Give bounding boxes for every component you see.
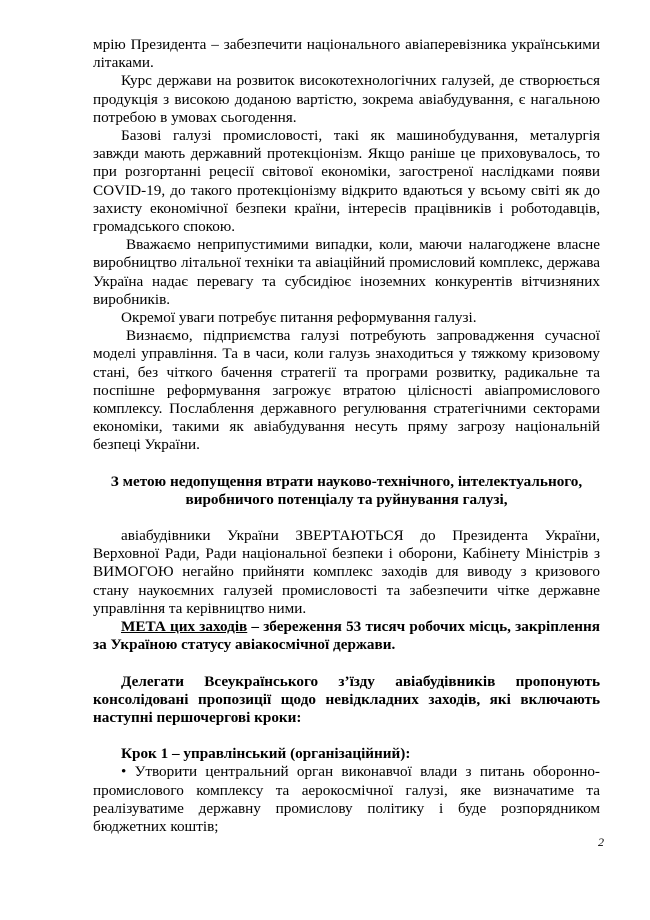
goal-text: – збереження 53 тисяч робочих місць, закріплення за Україною статусу авіакосмічної держави. xyxy=(93,618,601,654)
step-1-heading: Крок 1 – управлінський (організаційний): xyxy=(121,745,411,763)
paragraph-appeal: авіабудівники України ЗВЕРТАЮТЬСЯ до Президента України, Верховної Ради, Ради національної безпеки і оборони, Кабінету Міністрів з ВИМОГОЮ негайно прийняти комплекс заходів для виводу з кризового стану наукоємних галузей промисловості та забезпечити чітке державне управління та керівництво ними. xyxy=(93,527,600,617)
page-number: 2 xyxy=(598,835,604,849)
paragraph-reform: Окремої уваги потребує питання реформування галузі. xyxy=(121,309,477,327)
bullet-item: • Утворити центральний орган виконавчої влади з питань оборонно-промислового комплексу та аерокосмічної галузі, яке визначатиме та реалізуватиме державну промислову політику і буде розпорядником бюджетних коштів; xyxy=(93,763,600,835)
goal-label: МЕТА цих заходів xyxy=(121,618,248,636)
paragraph-goal xyxy=(93,618,600,654)
paragraph-unacceptable: Вважаємо неприпустимими випадки, коли, маючи налагоджене власне виробництво літальної техніки та авіаційний промисловий комплекс, держава Україна надає перевагу та субсидіює іноземних конкурентів вітчизняних виробників. xyxy=(93,236,600,308)
section-heading: З метою недопущення втрати науково-технічного, інтелектуального, виробничого потенціалу та руйнування галузі, xyxy=(110,472,583,508)
paragraph-base-industries: Базові галузі промисловості, такі як машинобудування, металургія завжди мають державний протекціонізм. Якщо раніше це приховувалось, то при розгортанні рецесії світової економіки, загостреної наслідками появи COVID-19, до такого протекціонізму відкрито вдаються у всьому світі як до захисту економічної безпеки країни, інтересів працівників і роботодавців, громадського спокою. xyxy=(93,127,600,236)
paragraph-intro: мрію Президента – забезпечити національного авіаперевізника українськими літаками. xyxy=(93,36,600,72)
paragraph-management-model: Визнаємо, підприємства галузі потребують запровадження сучасної моделі управління. Та в часи, коли галузь знаходиться у тяжкому кризовому стані, без чіткого бачення стратегії та програми розвитку, радикальне та поспішне реформування загрожує втратою цілісності авіапромислового комплексу. Послаблення державного регулювання стратегічними секторами економіки, такими як авіабудування несуть пряму загрозу національній безпеці України. xyxy=(93,327,600,454)
paragraph-course: Курс держави на розвиток високотехнологічних галузей, де створюється продукція з високою доданою вартістю, зокрема авіабудування, є нагальною потребою в умовах сьогодення. xyxy=(93,72,600,126)
paragraph-delegates: Делегати Всеукраїнського з’їзду авіабудівників пропонують консолідовані пропозиції щодо невідкладних заходів, які включають наступні першочергові кроки: xyxy=(93,672,600,726)
